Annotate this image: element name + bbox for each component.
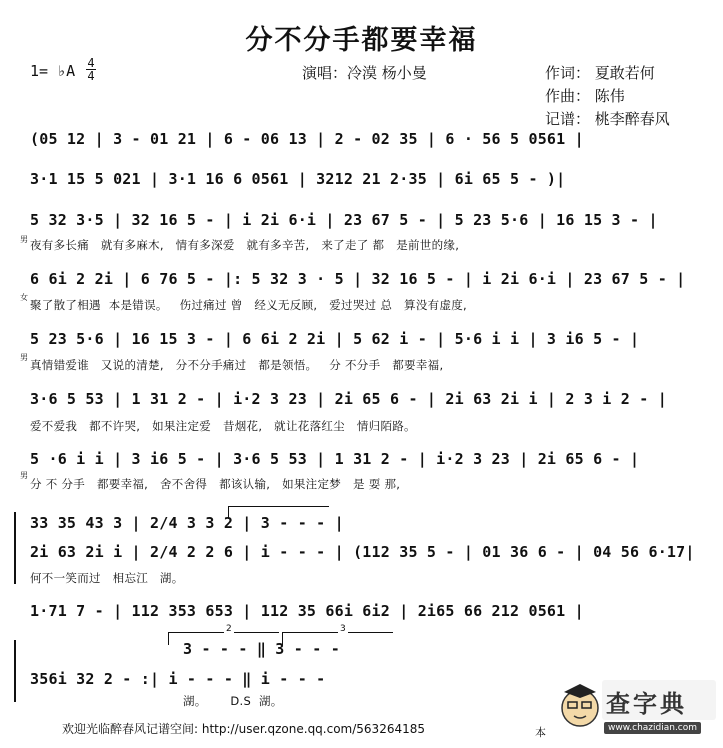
footer-text: 欢迎光临醉春风记谱空间: http://user.qzone.qq.com/563264185	[62, 722, 426, 736]
song-title: 分不分手都要幸福	[245, 25, 478, 56]
female-mark: 女	[20, 293, 28, 302]
score-row-10-upper: 3 - - - ‖ 3 - - -	[183, 640, 350, 658]
key-signature: 1= ♭A	[30, 62, 76, 80]
logo-url: www.chazidian.com	[604, 722, 701, 734]
score-row-9: 1·71 7 - | 112 353 653 | 112 35 66i 6i2 | 2i65 66 212 0561 |	[30, 602, 584, 620]
score-row-3: 5 32 3·5 | 32 16 5 - | i 2i 6·i | 23 67 5 - | 5 23 5·6 | 16 15 3 - |	[30, 211, 658, 229]
system-brace	[14, 640, 16, 702]
volta-number-3: 3	[340, 624, 346, 634]
male-mark: 男	[20, 235, 28, 244]
lyric-row-8: 何不一笑而过 相忘江 湖。	[30, 571, 184, 585]
lyric-row-4: 聚了散了相遇 本是错误。 伤过痛过 曾 经义无反顾, 爱过哭过 总 算没有虚度,	[30, 298, 467, 312]
time-signature	[86, 57, 96, 82]
lyric-row-6: 爱不爱我 都不许哭, 如果注定爱 昔烟花, 就让花落红尘 情归陌路。	[30, 419, 416, 433]
score-row-4: 6 6i 2 2i | 6 76 5 - |: 5 32 3 · 5 | 32 16 5 - | i 2i 6·i | 23 67 5 - |	[30, 270, 686, 288]
score-row-10-lower: 356i 32 2 - :| i - - - ‖ i - - -	[30, 670, 335, 688]
male-mark: 男	[20, 353, 28, 362]
system-brace	[14, 512, 16, 584]
logo-text: 查字典	[606, 690, 687, 718]
volta-number-2: 2	[226, 624, 232, 634]
score-row-8-lower: 2i 63 2i i | 2/4 2 2 6 | i - - - | (112 35 5 - | 01 36 6 - | 04 56 6·17|	[30, 543, 695, 561]
time-top: 4	[87, 56, 95, 70]
end-note: 本	[535, 726, 546, 739]
score-row-2: 3·1 15 5 021 | 3·1 16 6 0561 | 3212 21 2·35 | 6i 65 5 - )|	[30, 170, 566, 188]
composer: 作曲： 陈伟	[545, 87, 625, 105]
singer: 演唱：冷漠 杨小曼	[302, 64, 427, 82]
male-mark: 男	[20, 471, 28, 480]
lyric-row-7: 分 不 分手 都要幸福, 舍不舍得 都该认输, 如果注定梦 是 耍 那,	[30, 477, 401, 491]
score-row-8-upper: 33 35 43 3 | 2/4 3 3 2 | 3 - - - |	[30, 514, 344, 532]
score-row-7: 5 ·6 i i | 3 i6 5 - | 3·6 5 53 | 1 31 2 - | i·2 3 23 | 2i 65 6 - |	[30, 450, 640, 468]
score-row-1: (05 12 | 3 - 01 21 | 6 - 06 13 | 2 - 02 35 | 6 · 56 5 0561 |	[30, 130, 584, 148]
lyricist: 作词： 夏敢若何	[545, 64, 655, 82]
site-logo	[558, 672, 720, 744]
time-bottom: 4	[87, 69, 95, 83]
lyric-row-10: 湖。 D.S 湖。	[183, 694, 283, 708]
transcriber: 记谱： 桃李醉春风	[545, 110, 670, 128]
score-row-5: 5 23 5·6 | 16 15 3 - | 6 6i 2 2i | 5 62 i - | 5·6 i i | 3 i6 5 - |	[30, 330, 640, 348]
lyric-row-5: 真情错爱谁 又说的清楚, 分不分手痛过 都是领悟。 分 不分手 都要幸福,	[30, 358, 444, 372]
score-row-6: 3·6 5 53 | 1 31 2 - | i·2 3 23 | 2i 65 6 - | 2i 63 2i i | 2 3 i 2 - |	[30, 390, 667, 408]
lyric-row-3: 夜有多长痛 就有多麻木, 情有多深爱 就有多辛苦, 来了走了 都 是前世的缘,	[30, 238, 460, 252]
